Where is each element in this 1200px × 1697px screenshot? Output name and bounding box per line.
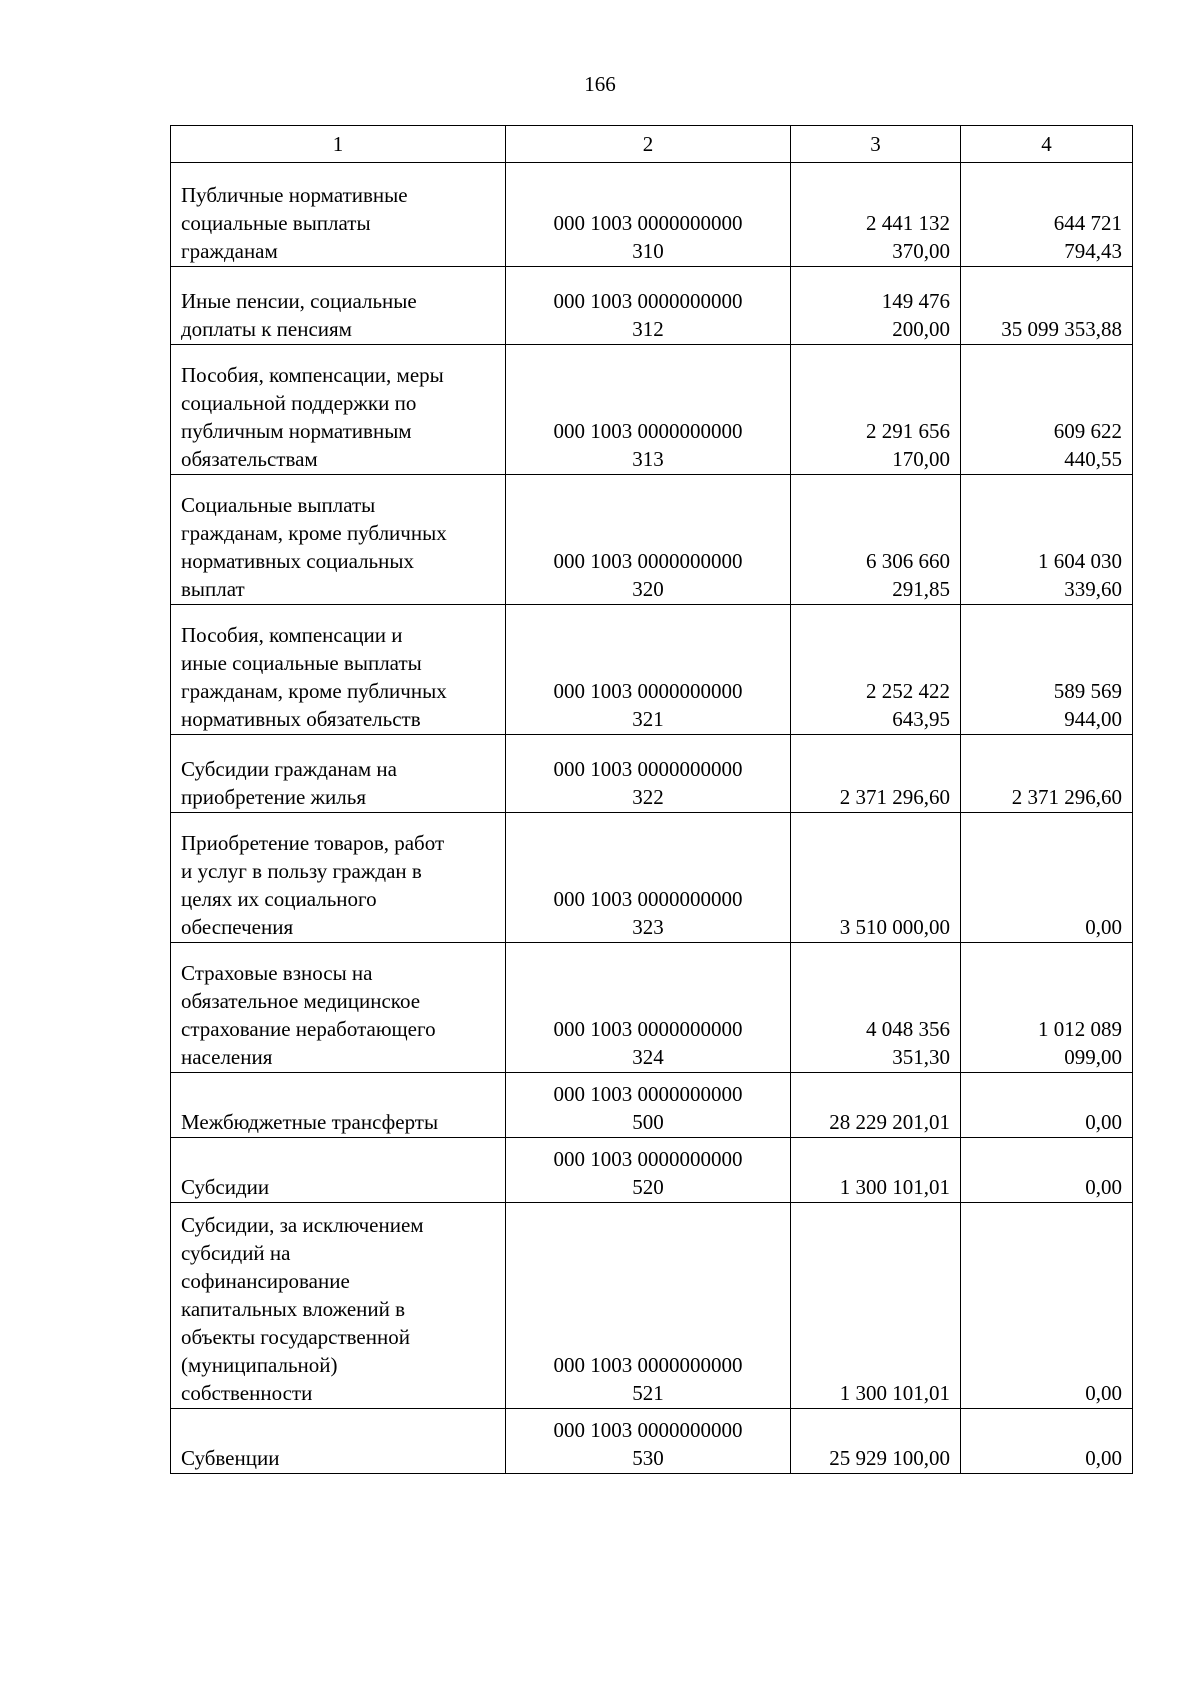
row-value-col4 xyxy=(961,813,1133,943)
row-value-col3-line: 1 300 101,01 xyxy=(839,1381,950,1405)
row-code xyxy=(506,163,791,267)
row-name-line: (муниципальной) xyxy=(181,1353,338,1377)
row-value-col4 xyxy=(961,345,1133,475)
row-value-col4-line: 339,60 xyxy=(1064,577,1122,601)
row-value-col3 xyxy=(791,475,961,605)
table-row xyxy=(171,605,1133,735)
row-value-col4-line: 0,00 xyxy=(1085,915,1122,939)
row-name-line: субсидий на xyxy=(181,1241,291,1265)
row-value-col4 xyxy=(961,1138,1133,1203)
table-row xyxy=(171,1138,1133,1203)
row-code xyxy=(506,943,791,1073)
row-code-line: 520 xyxy=(632,1175,664,1199)
row-value-col4-line: 644 721 xyxy=(1053,211,1122,235)
row-name-line: социальной поддержки по xyxy=(181,391,417,415)
row-code xyxy=(506,735,791,813)
row-name-line: страхование неработающего xyxy=(181,1017,436,1041)
row-name xyxy=(171,163,506,267)
row-value-col3 xyxy=(791,605,961,735)
row-name xyxy=(171,475,506,605)
row-name xyxy=(171,1203,506,1409)
row-name-line: гражданам, кроме публичных xyxy=(181,521,447,545)
row-name xyxy=(171,943,506,1073)
row-code-line: 521 xyxy=(632,1381,664,1405)
row-name-line: Иные пенсии, социальные xyxy=(181,289,417,313)
row-name xyxy=(171,1409,506,1474)
row-code-line: 000 1003 0000000000 xyxy=(553,1082,743,1106)
row-name xyxy=(171,1138,506,1203)
row-name-line: Субсидии xyxy=(181,1175,270,1199)
row-value-col3-line: 200,00 xyxy=(892,317,950,341)
row-name xyxy=(171,605,506,735)
row-value-col3-line: 2 441 132 xyxy=(866,211,950,235)
row-name-line: нормативных обязательств xyxy=(181,707,421,731)
row-code-line: 322 xyxy=(632,785,664,809)
row-name-line: приобретение жилья xyxy=(181,785,366,809)
row-value-col4-line: 609 622 xyxy=(1053,419,1122,443)
row-name-line: гражданам, кроме публичных xyxy=(181,679,447,703)
row-value-col4-line: 099,00 xyxy=(1064,1045,1122,1069)
row-code-line: 000 1003 0000000000 xyxy=(553,289,743,313)
row-value-col3-line: 291,85 xyxy=(892,577,950,601)
header-row xyxy=(171,126,1133,163)
row-value-col4 xyxy=(961,735,1133,813)
row-value-col3 xyxy=(791,943,961,1073)
row-value-col4-line: 0,00 xyxy=(1085,1110,1122,1134)
header-col-1: 1 xyxy=(171,126,506,163)
row-code-line: 500 xyxy=(632,1110,664,1134)
header-col-2: 2 xyxy=(506,126,791,163)
row-name-line: гражданам xyxy=(181,239,278,263)
row-value-col3 xyxy=(791,1073,961,1138)
row-value-col4-line: 440,55 xyxy=(1064,447,1122,471)
table-row xyxy=(171,735,1133,813)
row-value-col3-line: 4 048 356 xyxy=(866,1017,950,1041)
row-code-line: 000 1003 0000000000 xyxy=(553,1418,743,1442)
table-row xyxy=(171,163,1133,267)
row-name-line: доплаты к пенсиям xyxy=(181,317,352,341)
row-code-line: 000 1003 0000000000 xyxy=(553,419,743,443)
budget-table xyxy=(170,125,1133,1474)
row-name-line: Субсидии гражданам на xyxy=(181,757,397,781)
row-name-line: собственности xyxy=(181,1381,313,1405)
row-value-col4-line: 944,00 xyxy=(1064,707,1122,731)
row-name-line: обязательствам xyxy=(181,447,318,471)
row-code-line: 000 1003 0000000000 xyxy=(553,887,743,911)
row-value-col3-line: 643,95 xyxy=(892,707,950,731)
table-row xyxy=(171,267,1133,345)
row-value-col3-line: 149 476 xyxy=(881,289,950,313)
row-value-col3 xyxy=(791,1203,961,1409)
table-row xyxy=(171,1409,1133,1474)
row-name-line: Публичные нормативные xyxy=(181,183,408,207)
row-code-line: 000 1003 0000000000 xyxy=(553,1147,743,1171)
row-value-col3-line: 351,30 xyxy=(892,1045,950,1069)
row-value-col4 xyxy=(961,1073,1133,1138)
row-value-col3-line: 2 252 422 xyxy=(866,679,950,703)
row-value-col4 xyxy=(961,1203,1133,1409)
row-code xyxy=(506,1409,791,1474)
table-row xyxy=(171,943,1133,1073)
row-value-col4 xyxy=(961,1409,1133,1474)
row-code xyxy=(506,475,791,605)
row-name-line: выплат xyxy=(181,577,245,601)
row-value-col3-line: 1 300 101,01 xyxy=(839,1175,950,1199)
row-value-col3-line: 6 306 660 xyxy=(866,549,950,573)
row-value-col3-line: 3 510 000,00 xyxy=(839,915,950,939)
row-name xyxy=(171,813,506,943)
row-code-line: 530 xyxy=(632,1446,664,1470)
row-name-line: обеспечения xyxy=(181,915,294,939)
row-value-col4-line: 1 012 089 xyxy=(1038,1017,1122,1041)
row-name-line: Субвенции xyxy=(181,1446,280,1470)
row-value-col4 xyxy=(961,267,1133,345)
row-code-line: 310 xyxy=(632,239,664,263)
row-code-line: 321 xyxy=(632,707,664,731)
row-code xyxy=(506,1073,791,1138)
row-code xyxy=(506,267,791,345)
row-value-col3 xyxy=(791,813,961,943)
row-value-col3 xyxy=(791,1409,961,1474)
row-value-col3 xyxy=(791,163,961,267)
row-code-line: 000 1003 0000000000 xyxy=(553,679,743,703)
row-value-col4 xyxy=(961,943,1133,1073)
table-row xyxy=(171,1203,1133,1409)
row-value-col3-line: 170,00 xyxy=(892,447,950,471)
table-row xyxy=(171,813,1133,943)
row-code-line: 000 1003 0000000000 xyxy=(553,1017,743,1041)
row-name-line: Межбюджетные трансферты xyxy=(181,1110,439,1134)
row-name-line: Пособия, компенсации и xyxy=(181,623,403,647)
row-name-line: капитальных вложений в xyxy=(181,1297,406,1321)
row-code-line: 320 xyxy=(632,577,664,601)
row-value-col3-line: 28 229 201,01 xyxy=(829,1110,950,1134)
row-value-col3-line: 2 291 656 xyxy=(866,419,950,443)
header-col-3: 3 xyxy=(791,126,961,163)
row-value-col4-line: 0,00 xyxy=(1085,1175,1122,1199)
row-code-line: 000 1003 0000000000 xyxy=(553,1353,743,1377)
row-name xyxy=(171,735,506,813)
row-name-line: целях их социального xyxy=(181,887,377,911)
row-name-line: софинансирование xyxy=(181,1269,350,1293)
row-name-line: населения xyxy=(181,1045,273,1069)
row-value-col4-line: 0,00 xyxy=(1085,1446,1122,1470)
row-code xyxy=(506,813,791,943)
row-value-col3 xyxy=(791,735,961,813)
row-value-col4 xyxy=(961,163,1133,267)
row-name xyxy=(171,1073,506,1138)
row-name-line: публичным нормативным xyxy=(181,419,412,443)
row-value-col4-line: 1 604 030 xyxy=(1038,549,1122,573)
row-name-line: социальные выплаты xyxy=(181,211,371,235)
row-code-line: 324 xyxy=(632,1045,664,1069)
row-value-col3 xyxy=(791,1138,961,1203)
row-code-line: 000 1003 0000000000 xyxy=(553,549,743,573)
row-value-col4 xyxy=(961,605,1133,735)
row-value-col3 xyxy=(791,267,961,345)
row-name xyxy=(171,345,506,475)
row-name-line: объекты государственной xyxy=(181,1325,410,1349)
row-code-line: 000 1003 0000000000 xyxy=(553,757,743,781)
row-name-line: Социальные выплаты xyxy=(181,493,376,517)
row-code xyxy=(506,605,791,735)
table-row xyxy=(171,345,1133,475)
row-value-col4-line: 794,43 xyxy=(1064,239,1122,263)
row-value-col4 xyxy=(961,475,1133,605)
header-col-4: 4 xyxy=(961,126,1133,163)
row-code-line: 312 xyxy=(632,317,664,341)
row-code xyxy=(506,345,791,475)
row-value-col3 xyxy=(791,345,961,475)
row-name-line: Приобретение товаров, работ xyxy=(181,831,445,855)
row-value-col4-line: 0,00 xyxy=(1085,1381,1122,1405)
row-name xyxy=(171,267,506,345)
row-code xyxy=(506,1138,791,1203)
row-value-col3-line: 25 929 100,00 xyxy=(829,1446,950,1470)
row-value-col4-line: 2 371 296,60 xyxy=(1011,785,1122,809)
row-name-line: Субсидии, за исключением xyxy=(181,1213,424,1237)
row-code-line: 323 xyxy=(632,915,664,939)
row-code-line: 000 1003 0000000000 xyxy=(553,211,743,235)
row-code-line: 313 xyxy=(632,447,664,471)
row-name-line: и услуг в пользу граждан в xyxy=(181,859,422,883)
row-name-line: Пособия, компенсации, меры xyxy=(181,363,444,387)
page-number: 166 xyxy=(584,72,616,96)
row-name-line: обязательное медицинское xyxy=(181,989,421,1013)
row-value-col4-line: 589 569 xyxy=(1053,679,1122,703)
row-code xyxy=(506,1203,791,1409)
row-value-col4-line: 35 099 353,88 xyxy=(1001,317,1122,341)
row-name-line: нормативных социальных xyxy=(181,549,414,573)
row-name-line: иные социальные выплаты xyxy=(181,651,422,675)
row-value-col3-line: 2 371 296,60 xyxy=(839,785,950,809)
row-name-line: Страховые взносы на xyxy=(181,961,373,985)
table-row xyxy=(171,1073,1133,1138)
table-row xyxy=(171,475,1133,605)
row-value-col3-line: 370,00 xyxy=(892,239,950,263)
